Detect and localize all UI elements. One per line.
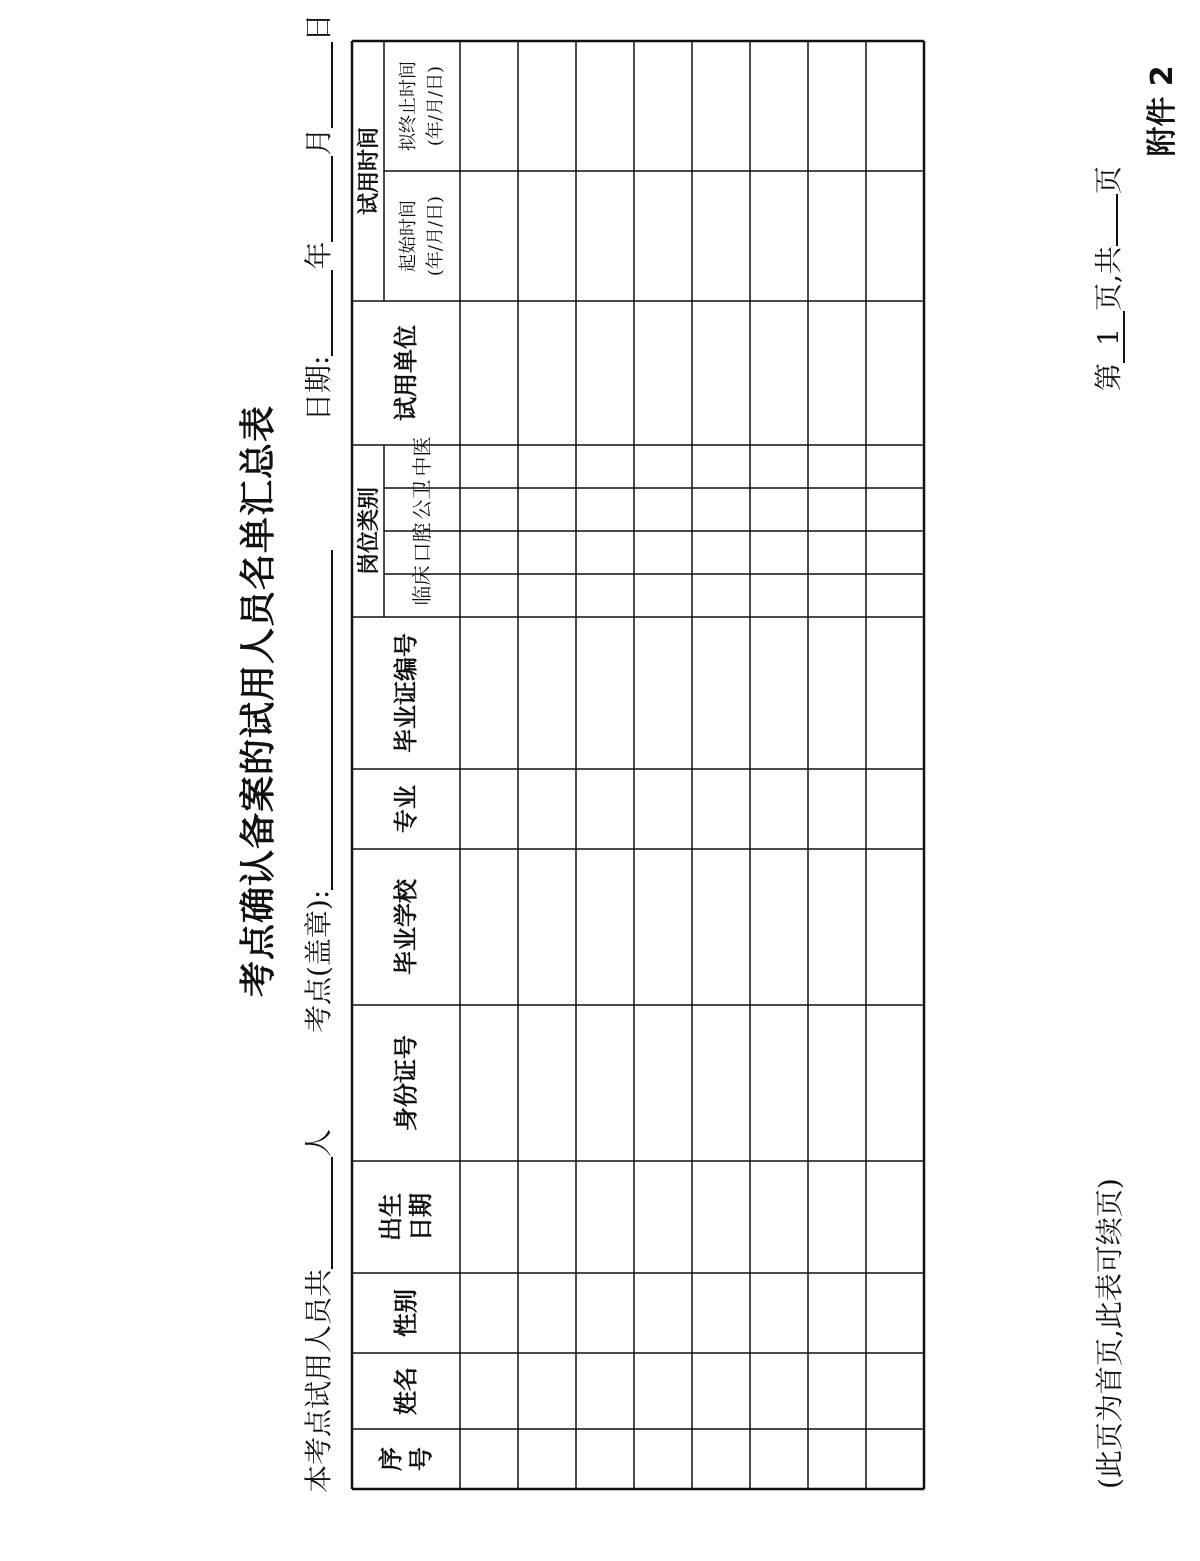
table-cell[interactable] — [635, 489, 691, 530]
header-trial-unit: 试用单位 — [392, 325, 420, 421]
table-cell[interactable] — [867, 532, 923, 573]
table-cell[interactable] — [693, 575, 749, 616]
table-cell[interactable] — [867, 302, 923, 444]
table-cell[interactable] — [577, 489, 633, 530]
table-cell[interactable] — [751, 302, 807, 444]
header-birth-date: 出生日期 — [377, 1193, 435, 1241]
table-cell[interactable] — [867, 850, 923, 1004]
table-cell[interactable] — [693, 618, 749, 768]
table-cell[interactable] — [519, 850, 575, 1004]
table-cell[interactable] — [867, 575, 923, 616]
table-cell[interactable] — [693, 446, 749, 487]
table-cell[interactable] — [461, 1162, 517, 1272]
table-cell[interactable] — [751, 489, 807, 530]
form-title: 考点确认备案的试用人员名单汇总表 — [237, 404, 279, 998]
header-school: 毕业学校 — [392, 879, 420, 975]
date-label: 日期: — [302, 355, 335, 421]
table-cell[interactable] — [635, 1430, 691, 1488]
table-cell[interactable] — [461, 1354, 517, 1428]
table-cell[interactable] — [751, 850, 807, 1004]
header-post-tcm: 中医 — [410, 436, 434, 477]
header-seq: 序号 — [377, 1447, 435, 1471]
header-post-public-health: 公卫 — [410, 479, 434, 520]
table-cell[interactable] — [693, 1006, 749, 1160]
table-cell[interactable] — [461, 575, 517, 616]
header-post-clinical: 临床 — [410, 565, 434, 606]
table-cell[interactable] — [635, 1162, 691, 1272]
table-cell[interactable] — [751, 532, 807, 573]
table-cell[interactable] — [867, 1006, 923, 1160]
table-cell[interactable] — [867, 1274, 923, 1352]
table-cell[interactable] — [635, 446, 691, 487]
table-cell[interactable] — [519, 770, 575, 848]
table-cell[interactable] — [751, 172, 807, 300]
table-cell[interactable] — [867, 1430, 923, 1488]
table-cell[interactable] — [461, 532, 517, 573]
table-cell[interactable] — [751, 618, 807, 768]
table-cell[interactable] — [693, 489, 749, 530]
table-cell[interactable] — [635, 618, 691, 768]
table-cell[interactable] — [519, 302, 575, 444]
table-cell[interactable] — [809, 302, 865, 444]
table-cell[interactable] — [519, 1274, 575, 1352]
table-cell[interactable] — [461, 302, 517, 444]
table-cell[interactable] — [519, 575, 575, 616]
table-cell[interactable] — [751, 42, 807, 170]
table-cell[interactable] — [751, 770, 807, 848]
table-cell[interactable] — [577, 1162, 633, 1272]
header-gender: 性别 — [392, 1289, 420, 1337]
header-id-number: 身份证号 — [392, 1035, 420, 1131]
table-cell[interactable] — [693, 532, 749, 573]
table-cell[interactable] — [461, 42, 517, 170]
table-cell[interactable] — [577, 42, 633, 170]
table-cell[interactable] — [461, 770, 517, 848]
table-cell[interactable] — [809, 489, 865, 530]
table-cell[interactable] — [693, 172, 749, 300]
table-cell[interactable] — [809, 618, 865, 768]
table-cell[interactable] — [577, 1430, 633, 1488]
table-cell[interactable] — [751, 1274, 807, 1352]
table-cell[interactable] — [693, 1354, 749, 1428]
table-cell[interactable] — [519, 1006, 575, 1160]
table-cell[interactable] — [809, 446, 865, 487]
table-cell[interactable] — [519, 489, 575, 530]
table-cell[interactable] — [693, 1162, 749, 1272]
table-cell[interactable] — [577, 532, 633, 573]
exam-site-label: 考点(盖章): — [302, 889, 335, 1033]
header-major: 专业 — [392, 785, 420, 833]
table-cell[interactable] — [577, 618, 633, 768]
annex-label: 附件 2 — [1145, 65, 1180, 157]
table-cell[interactable] — [693, 1430, 749, 1488]
table-cell[interactable] — [577, 770, 633, 848]
page-total-field[interactable] — [1116, 194, 1118, 246]
header-start-time: 起始时间 (年/月/日) — [398, 195, 446, 277]
table-cell[interactable] — [577, 1354, 633, 1428]
table-cell[interactable] — [693, 770, 749, 848]
header-trial-time: 试用时间 — [356, 127, 382, 216]
table-cell[interactable] — [809, 1162, 865, 1272]
table-cell[interactable] — [867, 489, 923, 530]
table-cell[interactable] — [635, 172, 691, 300]
table-cell[interactable] — [635, 42, 691, 170]
date-month-label: 月 — [302, 127, 335, 156]
table-cell[interactable] — [751, 446, 807, 487]
page-counter: 第1页,共页 — [1092, 166, 1125, 391]
table-cell[interactable] — [635, 1006, 691, 1160]
table-cell[interactable] — [751, 1430, 807, 1488]
table-cell[interactable] — [693, 1274, 749, 1352]
trial-count-prefix: 本考点试用人员共 — [302, 1268, 335, 1493]
table-cell[interactable] — [751, 1162, 807, 1272]
table-cell[interactable] — [867, 618, 923, 768]
table-cell[interactable] — [635, 532, 691, 573]
table-cell[interactable] — [809, 1354, 865, 1428]
trial-count-suffix: 人 — [302, 1128, 335, 1157]
table-cell[interactable] — [519, 1162, 575, 1272]
table-cell[interactable] — [867, 446, 923, 487]
table-cell[interactable] — [809, 770, 865, 848]
table-cell[interactable] — [461, 1430, 517, 1488]
table-cell[interactable] — [751, 575, 807, 616]
table-cell[interactable] — [867, 42, 923, 170]
table-cell[interactable] — [867, 1354, 923, 1428]
table-cell[interactable] — [519, 42, 575, 170]
table-cell[interactable] — [635, 770, 691, 848]
table-cell[interactable] — [519, 1354, 575, 1428]
table-cell[interactable] — [809, 575, 865, 616]
table-cell[interactable] — [867, 770, 923, 848]
table-cell[interactable] — [577, 1006, 633, 1160]
table-cell[interactable] — [635, 302, 691, 444]
date-day-label: 日 — [302, 13, 335, 42]
header-post-dental: 口腔 — [410, 522, 434, 563]
table-cell[interactable] — [693, 42, 749, 170]
table-cell[interactable] — [867, 1162, 923, 1272]
page-number: 1 — [1095, 311, 1125, 363]
table-cell[interactable] — [693, 850, 749, 1004]
table-cell[interactable] — [635, 1354, 691, 1428]
table-cell[interactable] — [461, 172, 517, 300]
table-cell[interactable] — [809, 1430, 865, 1488]
table-cell[interactable] — [809, 1006, 865, 1160]
table-cell[interactable] — [809, 532, 865, 573]
table-cell[interactable] — [577, 575, 633, 616]
table-cell[interactable] — [809, 42, 865, 170]
table-cell[interactable] — [867, 172, 923, 300]
table-cell[interactable] — [635, 1274, 691, 1352]
header-end-time: 拟终止时间 (年/月/日) — [398, 61, 446, 151]
continuation-note: (此页为首页,此表可续页) — [1093, 1178, 1126, 1489]
table-cell[interactable] — [577, 850, 633, 1004]
table-cell[interactable] — [577, 446, 633, 487]
table-cell[interactable] — [461, 850, 517, 1004]
table-cell[interactable] — [461, 1274, 517, 1352]
table-cell[interactable] — [635, 850, 691, 1004]
header-name: 姓名 — [392, 1367, 420, 1415]
table-cell[interactable] — [693, 302, 749, 444]
date-year-label: 年 — [302, 241, 335, 270]
header-cert-number: 毕业证编号 — [392, 633, 420, 753]
table-cell[interactable] — [577, 1274, 633, 1352]
table-cell[interactable] — [635, 575, 691, 616]
table-cell[interactable] — [809, 1274, 865, 1352]
table-cell[interactable] — [519, 172, 575, 300]
table-cell[interactable] — [519, 1430, 575, 1488]
table-cell[interactable] — [751, 1354, 807, 1428]
table-cell[interactable] — [461, 446, 517, 487]
table-cell[interactable] — [809, 172, 865, 300]
table-cell[interactable] — [519, 532, 575, 573]
table-cell[interactable] — [519, 618, 575, 768]
table-cell[interactable] — [461, 489, 517, 530]
table-cell[interactable] — [461, 618, 517, 768]
header-post-type: 岗位类别 — [356, 487, 382, 576]
table-cell[interactable] — [577, 302, 633, 444]
table-cell[interactable] — [751, 1006, 807, 1160]
table-cell[interactable] — [577, 172, 633, 300]
table-cell[interactable] — [519, 446, 575, 487]
table-cell[interactable] — [809, 850, 865, 1004]
table-cell[interactable] — [461, 1006, 517, 1160]
